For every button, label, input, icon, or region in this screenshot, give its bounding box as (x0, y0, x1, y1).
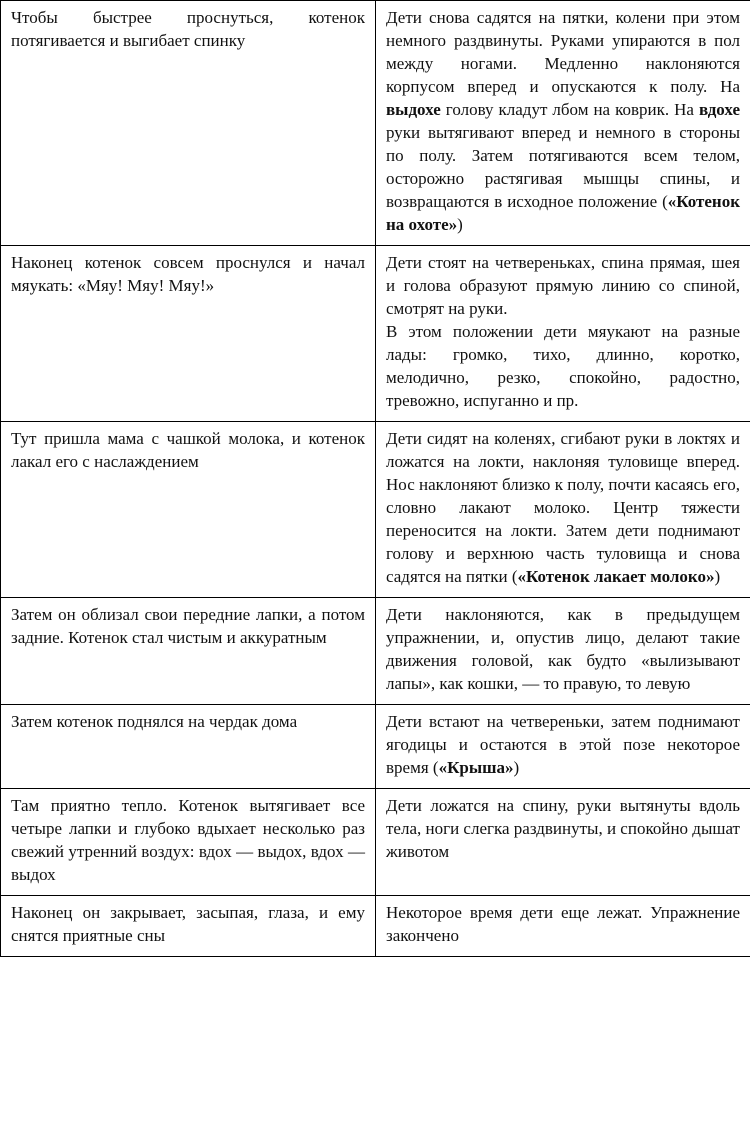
story-cell (1, 896, 376, 957)
exercise-text: голову кладут лбом на коврик. На (440, 100, 699, 119)
exercise-paragraph (386, 6, 740, 236)
exercise-text: В этом положении дети мяукают на разные лады: громко, тихо, длинно, коротко, мелодично, резко, спокойно, радостно, тревожно, испуганно и пр. (386, 322, 740, 410)
table-body (1, 1, 750, 957)
exercise-cell (376, 246, 750, 422)
table-row (1, 246, 750, 422)
exercise-text: Дети наклоняются, как в предыдущем упражнении, и, опустив лицо, делают такие движения головой, как будто «вылизывают лапы», как кошки, — то правую, то левую (386, 605, 740, 693)
table-row (1, 422, 750, 598)
story-cell (1, 705, 376, 789)
exercise-text: Дети стоят на четвереньках, спина прямая, шея и голова образуют прямую линию со спиной, смотрят на руки. (386, 253, 740, 318)
exercise-text: ) (457, 215, 463, 234)
exercise-text: ) (714, 567, 721, 586)
exercise-cell (376, 422, 750, 598)
exercise-text-bold: «Котенок лакает молоко» (517, 567, 715, 586)
table-row (1, 789, 750, 896)
exercise-cell (376, 1, 750, 246)
story-text: Тут пришла мама с чашкой молока, и котенок лакал его с наслаждением (11, 429, 365, 471)
exercise-paragraph (386, 901, 740, 947)
story-cell (1, 422, 376, 598)
table-row (1, 896, 750, 957)
story-cell (1, 789, 376, 896)
exercise-text: Дети снова садятся на пятки, колени при этом немного раздвинуты. Руками упираются в пол между ногами. Медленно наклоняются корпусом вперед и опускаются к полу. На (386, 8, 740, 96)
exercise-cell (376, 896, 750, 957)
exercise-text: Дети ложатся на спину, руки вытянуты вдоль тела, ноги слегка раздвинуты, и спокойно дышат животом (386, 796, 740, 861)
exercise-paragraph (386, 603, 740, 695)
exercise-cell (376, 789, 750, 896)
exercise-paragraph (386, 320, 740, 412)
exercise-text: руки вытягивают вперед и немного в стороны по полу. Затем потягиваются всем телом, осторожно растягивая мышцы спины, и возвращаются в исходное положение ( (386, 123, 740, 211)
story-text: Наконец котенок совсем проснулся и начал мяукать: «Мяу! Мяу! Мяу!» (11, 253, 365, 295)
exercise-text: Дети встают на четвереньки, затем поднимают ягодицы и остаются в этой позе некоторое время ( (386, 712, 740, 777)
story-text: Чтобы быстрее проснуться, котенок потягивается и выгибает спинку (11, 8, 365, 50)
exercise-paragraph (386, 251, 740, 320)
story-text: Затем котенок поднялся на чердак дома (11, 712, 298, 731)
story-text: Наконец он закрывает, засыпая, глаза, и ему снятся приятные сны (11, 903, 365, 945)
exercise-paragraph (386, 710, 740, 779)
story-text: Там приятно тепло. Котенок вытягивает все четыре лапки и глубоко вдыхает несколько раз свежий утренний воздух: вдох — выдох, вдох — выдох (11, 796, 365, 884)
table-row (1, 1, 750, 246)
exercise-cell (376, 598, 750, 705)
table-row (1, 598, 750, 705)
story-text: Затем он облизал свои передние лапки, а потом задние. Котенок стал чистым и аккуратным (11, 605, 365, 647)
exercise-text: ) (513, 758, 520, 777)
exercise-text: Некоторое время дети еще лежат. Упражнение закончено (386, 903, 740, 945)
story-cell (1, 246, 376, 422)
exercise-text-bold: выдохе (386, 100, 441, 119)
story-cell (1, 598, 376, 705)
exercise-text-bold: «Котенок на охоте» (386, 192, 740, 234)
exercise-cell (376, 705, 750, 789)
exercise-text: Дети сидят на коленях, сгибают руки в локтях и ложатся на локти, наклоняя туловище вперед. Нос наклоняют близко к полу, почти касаясь его, словно лакают молоко. Центр тяжести переносится на локти. Затем дети поднимают голову и верхнюю часть туловища и снова садятся на пятки ( (386, 429, 740, 586)
story-cell (1, 1, 376, 246)
exercise-paragraph (386, 794, 740, 863)
exercise-paragraph (386, 427, 740, 588)
table-row (1, 705, 750, 789)
exercise-text-bold: «Крыша» (438, 758, 514, 777)
exercise-text-bold: вдохе (698, 100, 740, 119)
